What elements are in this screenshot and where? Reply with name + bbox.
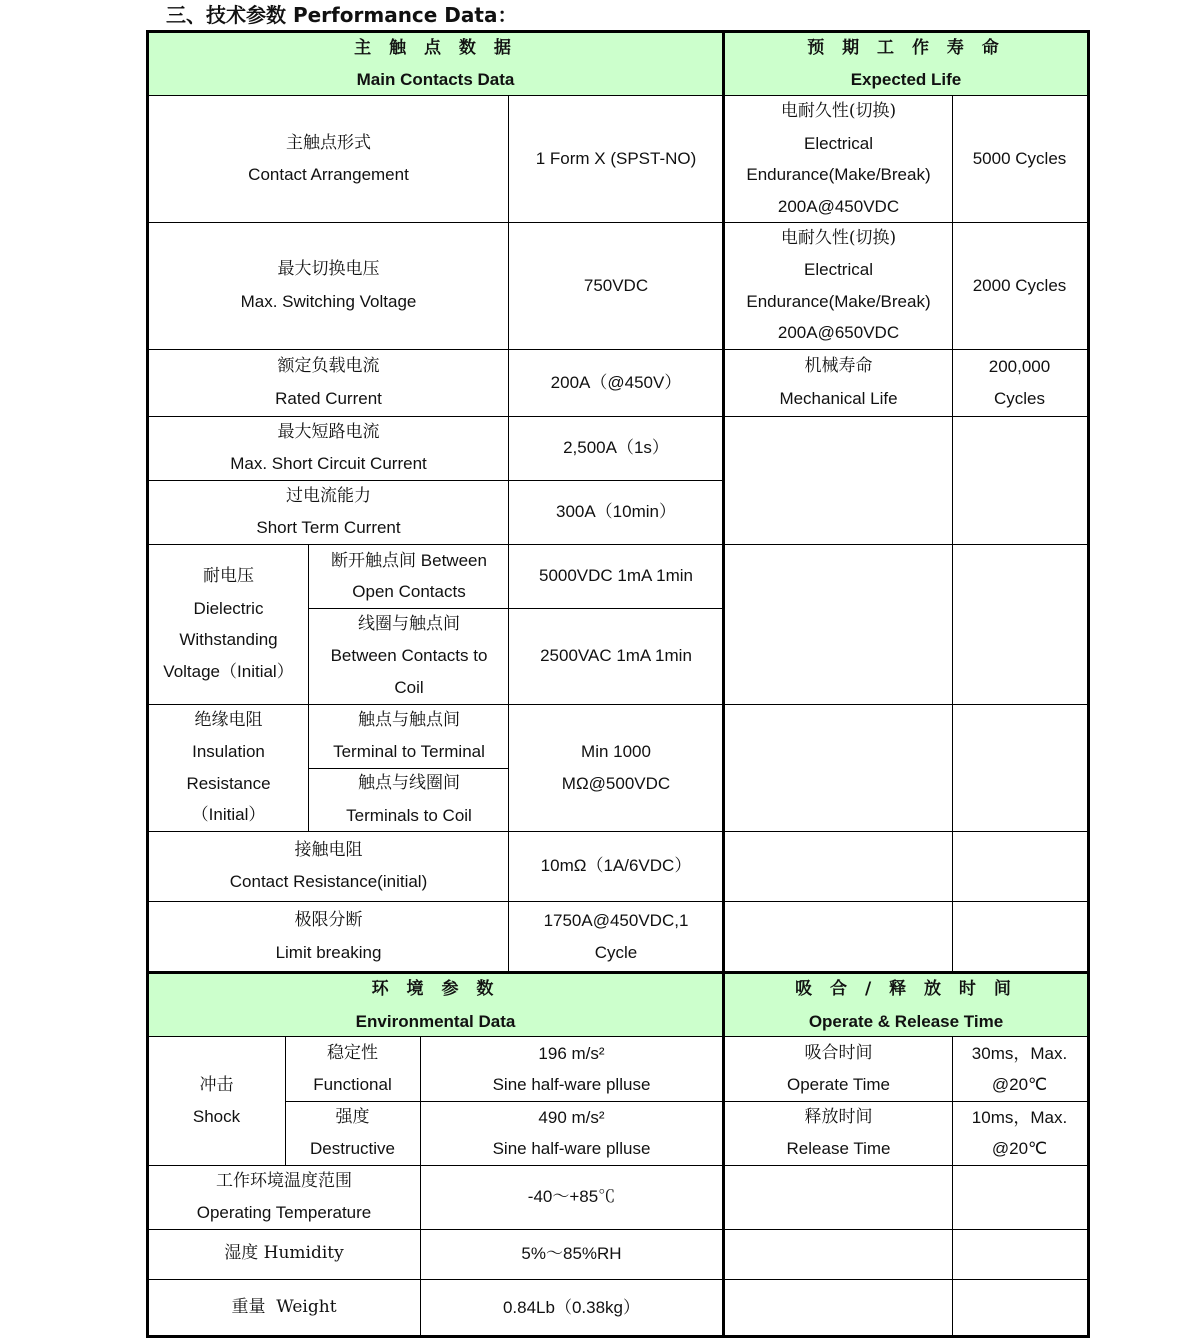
electrical-endurance-2-label: 电耐久性(切换) Electrical Endurance(Make/Break) 200A@650VDC <box>746 227 931 342</box>
destructive-value: 490 m/s² Sine half-ware plluse <box>492 1107 651 1158</box>
functional-value: 196 m/s² Sine half-ware plluse <box>492 1043 651 1094</box>
open-contacts-value: 5000VDC 1mA 1min <box>538 566 694 586</box>
electrical-endurance-2-value: 2000 Cycles <box>972 275 1067 295</box>
functional-label: 稳定性 Functional <box>313 1042 392 1094</box>
shock-label: 冲击 Shock <box>192 1074 241 1126</box>
hline <box>148 831 1087 832</box>
rated-current-value: 200A（@450V） <box>550 372 682 392</box>
hline <box>148 1279 1087 1280</box>
humidity-label: 湿度 Humidity <box>224 1243 344 1264</box>
hline <box>725 1101 1087 1102</box>
hline <box>148 704 1087 705</box>
frame-bottom <box>146 1335 1090 1338</box>
limit-breaking-label: 极限分断 Limit breaking <box>275 910 382 962</box>
switching-voltage-label: 最大切换电压 Max. Switching Voltage <box>240 259 417 311</box>
vline <box>285 1037 286 1165</box>
destructive-label: 强度 Destructive <box>309 1106 396 1158</box>
contact-arrangement-label: 主触点形式 Contact Arrangement <box>248 132 409 184</box>
hline <box>148 416 1087 417</box>
weight-value: 0.84Lb（0.38kg） <box>502 1297 641 1317</box>
frame-top <box>146 30 1090 33</box>
limit-breaking-value: 1750A@450VDC,1 Cycle <box>543 911 689 962</box>
main-contacts-header: 主 触 点 数 据 Main Contacts Data <box>148 32 723 96</box>
contact-resistance-label: 接触电阻 Contact Resistance(initial) <box>229 839 428 891</box>
terminal-to-terminal-label: 触点与触点间 Terminal to Terminal <box>333 709 485 761</box>
vline <box>420 1037 421 1336</box>
hline <box>285 1101 723 1102</box>
humidity-value: 5%～85%RH <box>521 1244 622 1264</box>
mechanical-life-label: 机械寿命 Mechanical Life <box>779 356 898 408</box>
hline <box>148 349 1087 350</box>
release-time-value: 10ms，Max. @20℃ <box>971 1107 1068 1158</box>
operate-time-value: 30ms，Max. @20℃ <box>971 1043 1068 1094</box>
hline <box>309 608 723 609</box>
hline <box>148 544 1087 545</box>
vline <box>952 1037 953 1336</box>
frame-left <box>146 30 149 1338</box>
contact-arrangement-value: 1 Form X (SPST-NO) <box>535 149 697 169</box>
vline <box>308 544 309 831</box>
short-term-label: 过电流能力 Short Term Current <box>256 485 401 537</box>
operating-temperature-value: -40～+85℃ <box>527 1187 616 1207</box>
hline <box>148 222 1087 223</box>
operate-time-label: 吸合时间 Operate Time <box>787 1042 890 1094</box>
short-circuit-value: 2,500A（1s） <box>563 438 669 458</box>
electrical-endurance-1-value: 5000 Cycles <box>972 149 1067 169</box>
release-time-label: 释放时间 Release Time <box>786 1106 891 1158</box>
header-bottom-env <box>146 1036 1090 1037</box>
vline <box>952 96 953 972</box>
hline <box>148 1229 1087 1230</box>
weight-label: 重量 Weight <box>231 1296 337 1317</box>
section-divider <box>146 971 1090 974</box>
contacts-to-coil-value: 2500VAC 1mA 1min <box>540 646 692 666</box>
electrical-endurance-1-label: 电耐久性(切换) Electrical Endurance(Make/Break) 200A@450VDC <box>746 101 931 216</box>
hline <box>148 480 723 481</box>
terminals-to-coil-label: 触点与线圈间 Terminals to Coil <box>346 773 472 825</box>
operate-release-header: 吸 合 / 释 放 时 间 Operate & Release Time <box>725 974 1087 1037</box>
short-term-value: 300A（10min） <box>555 502 676 522</box>
hline <box>148 1165 1087 1166</box>
environmental-header: 环 境 参 数 Environmental Data <box>148 974 723 1037</box>
mechanical-life-value: 200,000 Cycles <box>988 357 1051 408</box>
header-bottom-top <box>146 95 1090 96</box>
dielectric-label: 耐电压 Dielectric Withstanding Voltage（Initial） <box>163 566 294 681</box>
insulation-label: 绝缘电阻 Insulation Resistance （Initial） <box>186 709 271 824</box>
rated-current-label: 额定负载电流 Rated Current <box>275 356 382 408</box>
hline <box>309 768 509 769</box>
insulation-value: Min 1000 MΩ@500VDC <box>561 742 671 793</box>
expected-life-header: 预 期 工 作 寿 命 Expected Life <box>725 32 1087 96</box>
section-heading: 三、技术参数 Performance Data： <box>166 3 518 27</box>
hline <box>148 901 1087 902</box>
short-circuit-label: 最大短路电流 Max. Short Circuit Current <box>230 421 427 473</box>
center-divider <box>722 30 725 1338</box>
operating-temperature-label: 工作环境温度范围 Operating Temperature <box>196 1170 372 1222</box>
contacts-to-coil-label: 线圈与触点间 Between Contacts to Coil <box>330 613 488 697</box>
contact-resistance-value: 10mΩ（1A/6VDC） <box>540 856 692 876</box>
open-contacts-label: 断开触点间 Between Open Contacts <box>331 550 487 601</box>
frame-right <box>1087 30 1090 1338</box>
switching-voltage-value: 750VDC <box>583 275 649 295</box>
vline <box>508 96 509 972</box>
